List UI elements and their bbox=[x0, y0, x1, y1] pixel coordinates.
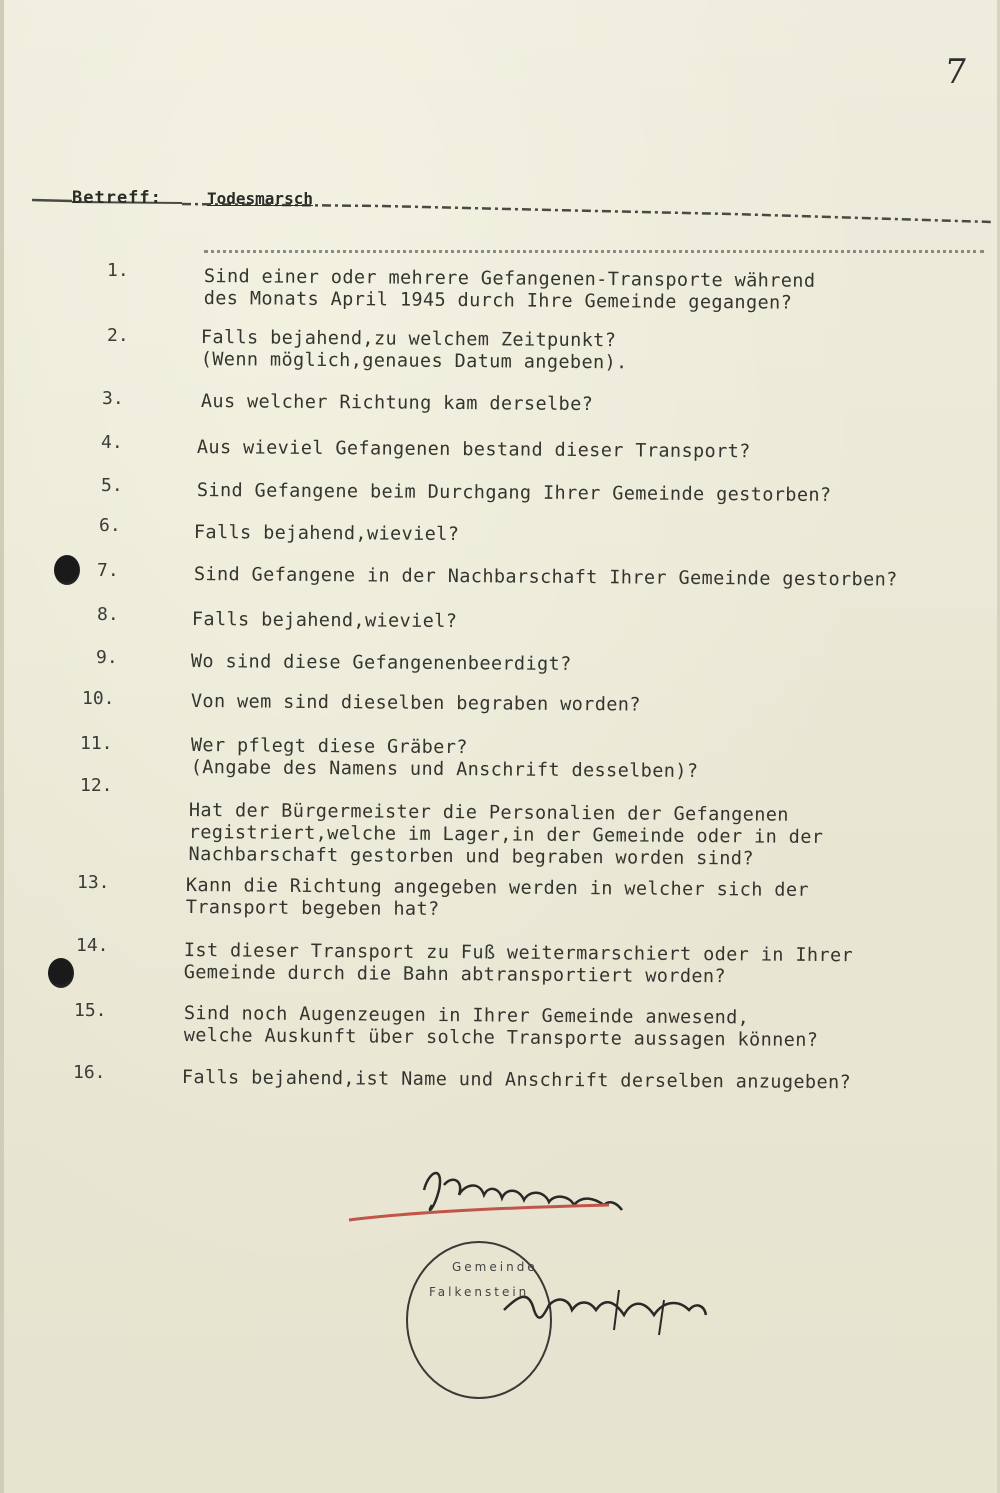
question-number: 4. bbox=[101, 432, 123, 453]
subject-label: Betreff: bbox=[72, 188, 162, 208]
question-text: Sind einer oder mehrere Gefangenen-Transporte während des Monats April 1945 durch Ihre Gemeinde gegangen? bbox=[203, 266, 816, 314]
question-number: 14. bbox=[76, 935, 109, 956]
question-text: Von wem sind dieselben begraben worden? bbox=[190, 691, 641, 716]
signature-drawing bbox=[334, 1150, 754, 1430]
signature-area bbox=[334, 1150, 754, 1430]
question-text: Aus welcher Richtung kam derselbe? bbox=[200, 391, 594, 416]
question-text: Falls bejahend,wieviel? bbox=[193, 522, 460, 546]
dotted-separator bbox=[204, 240, 984, 253]
question-number: 1. bbox=[107, 260, 129, 281]
question-number: 11. bbox=[80, 733, 113, 754]
question-text: Ist dieser Transport zu Fuß weitermarschiert oder in Ihrer Gemeinde durch die Bahn abtransportiert worden? bbox=[183, 940, 854, 988]
question-number: 13. bbox=[77, 872, 110, 893]
question-text: Falls bejahend,ist Name und Anschrift derselben anzugeben? bbox=[181, 1067, 852, 1094]
question-number: 15. bbox=[74, 1000, 107, 1021]
question-number: 10. bbox=[82, 688, 115, 709]
punch-hole bbox=[54, 555, 80, 585]
question-number: 9. bbox=[96, 647, 118, 668]
question-text: Wo sind diese Gefangenenbeerdigt? bbox=[190, 651, 572, 675]
question-number: 2. bbox=[107, 325, 129, 346]
stamp-line-1: Gemeinde bbox=[452, 1260, 538, 1274]
question-text: Sind noch Augenzeugen in Ihrer Gemeinde anwesend, welche Auskunft über solche Transporte aussagen können? bbox=[183, 1003, 819, 1051]
page-number: 7 bbox=[943, 52, 970, 92]
question-text: Aus wieviel Gefangenen bestand dieser Transport? bbox=[196, 437, 751, 463]
question-number: 16. bbox=[73, 1062, 106, 1083]
question-text: Falls bejahend,wieviel? bbox=[191, 609, 458, 633]
subject-rule bbox=[32, 188, 1000, 228]
question-number: 12. bbox=[80, 775, 113, 796]
question-text: Wer pflegt diese Gräber? (Angabe des Namens und Anschrift desselben)? bbox=[190, 735, 699, 782]
question-text: Kann die Richtung angegeben werden in welcher sich der Transport begeben hat? bbox=[185, 875, 810, 920]
stamp-line-2: Falkenstein bbox=[429, 1285, 530, 1299]
subject-value: Todesmarsch bbox=[207, 189, 313, 208]
question-text: Sind Gefangene in der Nachbarschaft Ihrer Gemeinde gestorben? bbox=[193, 564, 898, 591]
red-strike bbox=[349, 1205, 609, 1220]
question-number: 3. bbox=[102, 388, 124, 409]
question-text: Falls bejahend,zu welchem Zeitpunkt? (Wenn möglich,genaues Datum angeben). bbox=[200, 327, 628, 374]
question-number: 8. bbox=[97, 604, 119, 625]
question-number: 7. bbox=[97, 560, 119, 581]
question-number: 6. bbox=[99, 515, 121, 536]
question-text: Sind Gefangene beim Durchgang Ihrer Gemeinde gestorben? bbox=[196, 480, 832, 506]
question-text: Hat der Bürgermeister die Personalien der Gefangenen registriert,welche im Lager,in der Gemeinde oder in der Nachbarschaft gestorben und begraben worden sind? bbox=[188, 800, 824, 870]
subject-line bbox=[32, 188, 1000, 228]
question-number: 5. bbox=[101, 475, 123, 496]
punch-hole bbox=[48, 958, 74, 988]
